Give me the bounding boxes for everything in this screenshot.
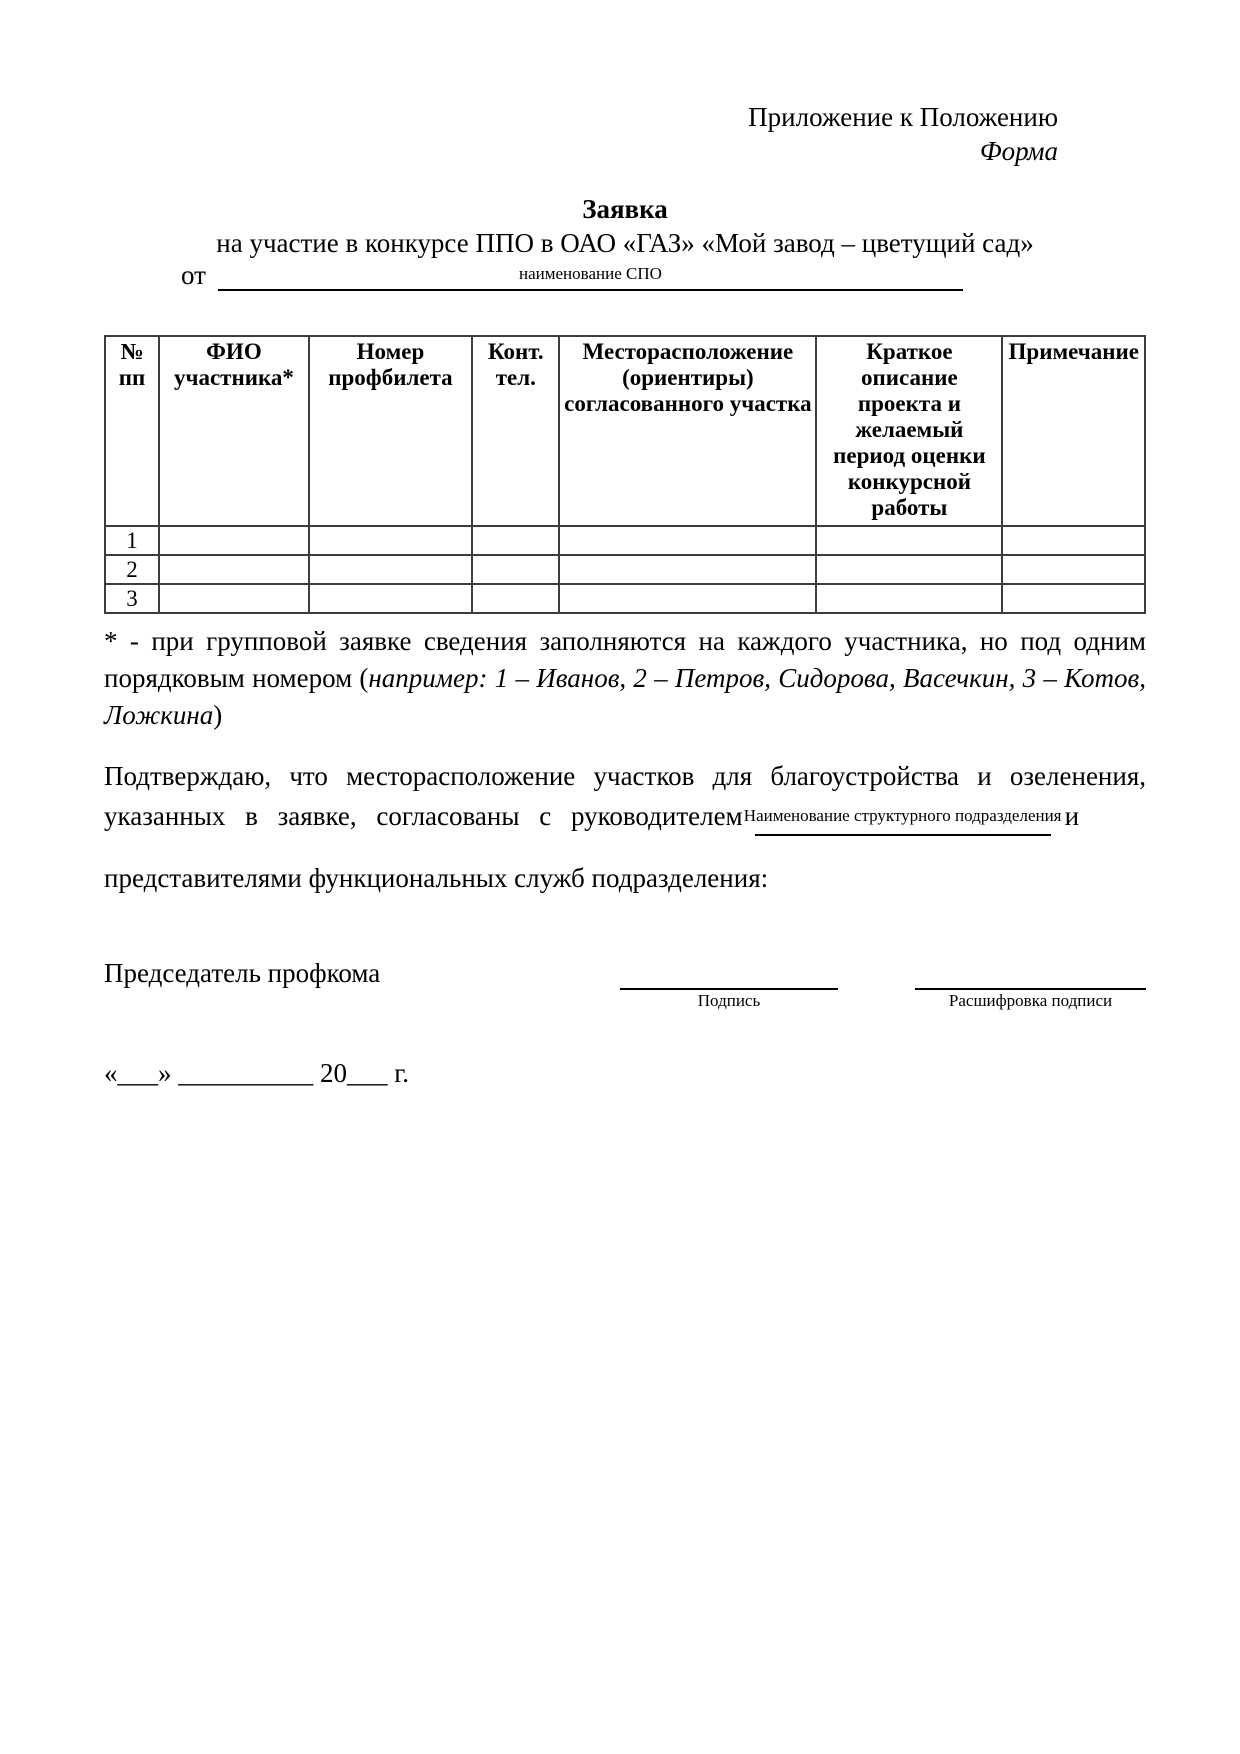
empty-cell	[1002, 526, 1145, 555]
spo-blank-wrap	[218, 260, 963, 291]
footnote-example: например: 1 – Иванов, 2 – Петров, Сидорова, Васечкин, 3 – Котов, Ложкина	[104, 663, 1146, 730]
table-row	[105, 526, 1145, 555]
col-header-phone: Конт. тел.	[472, 336, 559, 526]
empty-cell	[159, 526, 309, 555]
empty-cell	[1002, 584, 1145, 613]
col-header-note: Примечание	[1002, 336, 1145, 526]
participants-table	[104, 335, 1146, 614]
confirmation-paragraph	[104, 756, 1146, 898]
empty-cell	[816, 584, 1002, 613]
signature-name-caption: Расшифровка подписи	[948, 991, 1113, 1010]
confirmation-line1: Подтверждаю, что месторасположение участков для благоустройства и озеленения,	[104, 761, 1146, 791]
footnote	[104, 623, 1146, 734]
col-header-fio: ФИО участника*	[159, 336, 309, 526]
col-header-location: Месторасположение (ориентиры) согласованного участка	[559, 336, 816, 526]
date-line: «___» __________ 20___ г.	[104, 1058, 410, 1088]
from-prefix: от	[181, 260, 206, 290]
empty-cell	[472, 555, 559, 584]
col-header-union-card: Номер профбилета	[309, 336, 472, 526]
empty-cell	[816, 555, 1002, 584]
confirmation-line2-conj: и	[1064, 801, 1080, 831]
empty-cell	[559, 555, 816, 584]
empty-cell	[1002, 555, 1145, 584]
confirmation-line2	[104, 796, 1146, 836]
signature-name-line	[915, 954, 1146, 1010]
col-header-number: № пп	[105, 336, 159, 526]
empty-cell	[309, 555, 472, 584]
struct-unit-blank-wrap	[743, 803, 1062, 836]
table-row	[105, 555, 1145, 584]
row-number-cell: 1	[105, 526, 159, 555]
col-header-description: Краткое описание проекта и желаемый период оценки конкурсной работы	[816, 336, 1002, 526]
footnote-text: * - при групповой заявке сведения заполняются на каждого участника, но под одним порядковым номером (	[104, 626, 1146, 693]
doc-title: Заявка	[582, 194, 668, 224]
doc-subtitle: на участие в конкурсе ППО в ОАО «ГАЗ» «Мой завод – цветущий сад»	[216, 228, 1034, 258]
chairman-title: Председатель профкома	[104, 958, 381, 988]
form-label: Форма	[979, 136, 1058, 166]
empty-cell	[159, 584, 309, 613]
from-line	[181, 260, 1146, 291]
empty-cell	[159, 555, 309, 584]
spo-caption: наименование СПО	[519, 264, 662, 283]
annex-label: Приложение к Положению	[748, 102, 1058, 132]
confirmation-line3: представителями функциональных служб подразделения:	[104, 863, 769, 893]
empty-cell	[309, 584, 472, 613]
empty-cell	[559, 526, 816, 555]
empty-cell	[559, 584, 816, 613]
empty-cell	[472, 526, 559, 555]
table-row	[105, 584, 1145, 613]
table-header-row	[105, 336, 1145, 526]
empty-cell	[816, 526, 1002, 555]
row-number-cell: 3	[105, 584, 159, 613]
signature-caption: Подпись	[697, 991, 761, 1010]
confirmation-line2-text: указанных в заявке, согласованы с руководителем	[104, 801, 743, 831]
empty-cell	[472, 584, 559, 613]
struct-unit-caption: Наименование структурного подразделения	[743, 806, 1062, 825]
footnote-closing: )	[213, 700, 223, 730]
empty-cell	[309, 526, 472, 555]
row-number-cell: 2	[105, 555, 159, 584]
signature-line	[620, 954, 838, 1010]
signature-row	[104, 954, 1146, 1010]
annex-header	[104, 100, 1146, 168]
